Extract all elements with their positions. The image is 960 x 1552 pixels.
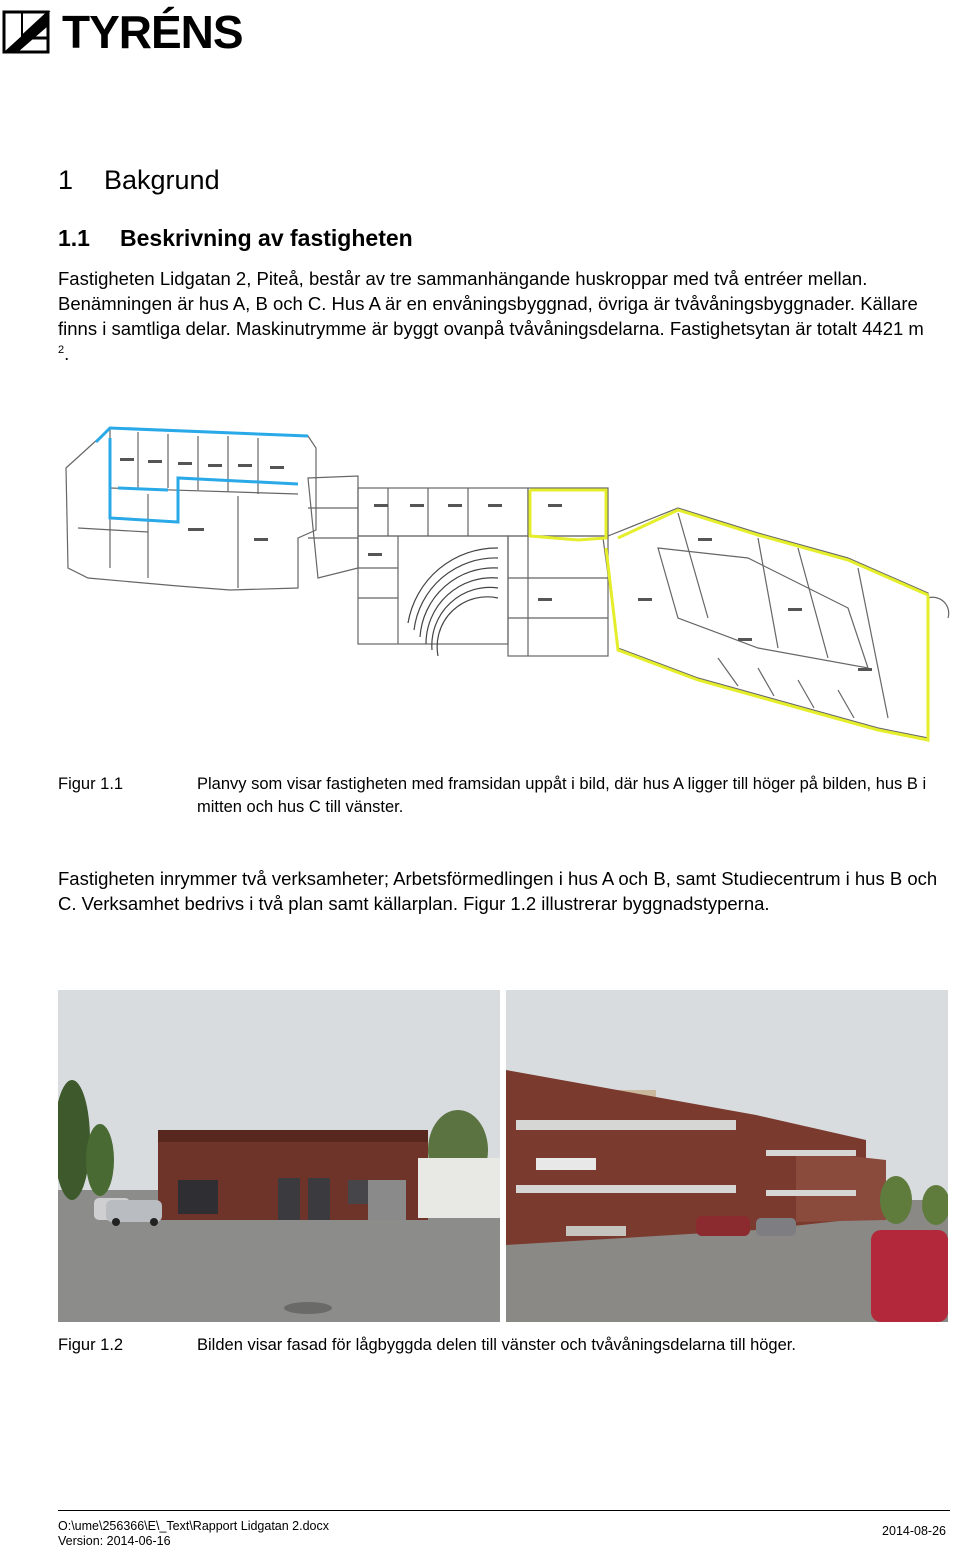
heading-1-1-number: 1.1 (58, 225, 90, 251)
floor-plan-figure (58, 418, 960, 750)
area-superscript: 2 (58, 344, 65, 356)
figure-2-caption: Bilden visar fasad för lågbyggda delen till vänster och tvåvåningsdelarna till höger. (197, 1336, 796, 1354)
photo-two-storey-building-image (506, 990, 948, 1322)
paragraph-description-text: Fastigheten Lidgatan 2, Piteå, består av tre sammanhängande huskroppar med två entréer mellan. Benämningen är hus A, B och C. Hus A är en envåningsbyggnad, övriga är tvåvåningsbyggnader. Källare finns i samtliga delar. Maskinutrymme är byggt ovanpå tvåvåningsdelarna. Fastighetsytan är totalt 4421 m (58, 268, 924, 339)
heading-1-1 (58, 223, 413, 253)
heading-1 (58, 163, 220, 197)
floor-plan-drawing (58, 418, 960, 750)
photo-low-building-image (58, 990, 500, 1322)
footer-left (58, 1519, 329, 1549)
heading-1-1-title: Beskrivning av fastigheten (120, 225, 413, 251)
figure-1-caption: Planvy som visar fastigheten med framsidan uppåt i bild, där hus A ligger till höger på bilden, hus B i mitten och hus C till vänster. (197, 775, 927, 816)
footer-version: Version: 2014-06-16 (58, 1534, 171, 1548)
photo-low-building (58, 990, 500, 1322)
figure-1-label: Figur 1.1 (58, 775, 124, 793)
logo-text: TYRÉNS (62, 6, 243, 58)
footer-divider (58, 1510, 950, 1511)
heading-1-number: 1 (58, 165, 74, 195)
tyrens-logo-icon (2, 8, 56, 56)
photo-two-storey-building (506, 990, 948, 1322)
paragraph-description (58, 266, 938, 366)
paragraph-description-end: . (64, 343, 70, 364)
heading-1-title: Bakgrund (104, 165, 220, 195)
footer-file-path: O:\ume\256366\E\_Text\Rapport Lidgatan 2.docx (58, 1519, 330, 1533)
figure-2-label: Figur 1.2 (58, 1336, 124, 1354)
tyrens-logo (2, 8, 252, 56)
paragraph-activities: Fastigheten inrymmer två verksamheter; Arbetsförmedlingen i hus A och B, samt Studiecentrum i hus B och C. Verksamhet bedrivs i två plan samt källarplan. Figur 1.2 illustrerar byggnadstyperna. (58, 868, 938, 914)
footer-date: 2014-08-26 (882, 1524, 946, 1538)
